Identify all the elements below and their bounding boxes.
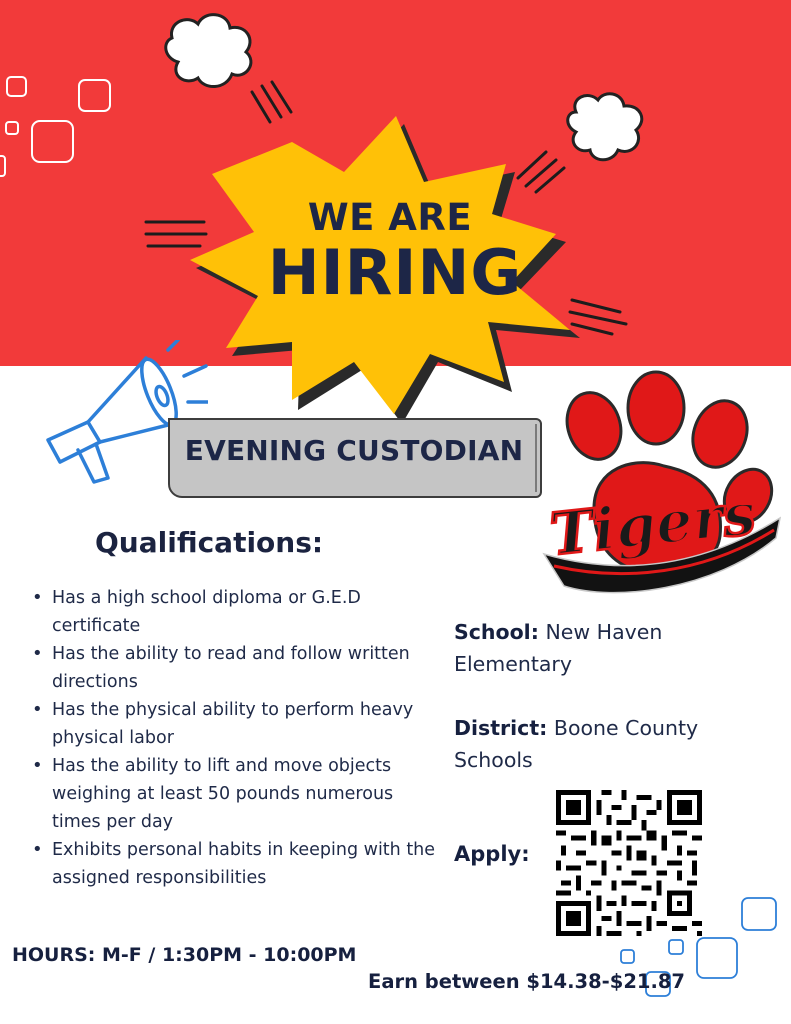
cloud-icon — [166, 15, 251, 87]
deco-square-icon — [79, 80, 110, 111]
tigers-logo — [524, 368, 786, 618]
list-item: • Has a high school diploma or G.E.D certificate — [30, 584, 440, 640]
deco-square-icon — [742, 898, 776, 930]
pay-range: Earn between $14.38-$21.87 — [368, 970, 685, 993]
school-label: School: — [454, 620, 539, 644]
school-value: New Haven Elementary — [454, 620, 663, 676]
deco-square-icon — [6, 122, 18, 134]
headline-line2: HIRING — [267, 236, 523, 309]
qr-code-icon[interactable] — [556, 790, 702, 936]
work-hours: HOURS: M-F / 1:30PM - 10:00PM — [12, 944, 357, 966]
school-info — [454, 616, 754, 680]
district-info — [454, 712, 754, 776]
deco-square-icon — [32, 121, 73, 162]
qualifications-heading: Qualifications: — [95, 526, 324, 559]
list-item: • Has the physical ability to perform heavy physical labor — [30, 696, 440, 752]
deco-square-icon — [0, 156, 5, 176]
deco-square-icon — [697, 938, 737, 978]
district-value: Boone County Schools — [454, 716, 699, 772]
job-title: EVENING CUSTODIAN — [184, 434, 524, 467]
list-item: • Exhibits personal habits in keeping with the assigned responsibilities — [30, 836, 440, 892]
list-item: • Has the ability to read and follow written directions — [30, 640, 440, 696]
qualifications-list — [30, 584, 440, 892]
list-item: • Has the ability to lift and move objects weighing at least 50 pounds numerous times per day — [30, 752, 440, 836]
headline-line1: WE ARE — [307, 196, 473, 239]
cloud-icon — [568, 94, 642, 160]
deco-square-icon — [621, 950, 634, 963]
district-label: District: — [454, 716, 548, 740]
deco-square-icon — [7, 77, 26, 96]
apply-label: Apply: — [454, 842, 530, 866]
deco-square-icon — [669, 940, 683, 954]
logo-text: Tigers — [546, 479, 759, 569]
